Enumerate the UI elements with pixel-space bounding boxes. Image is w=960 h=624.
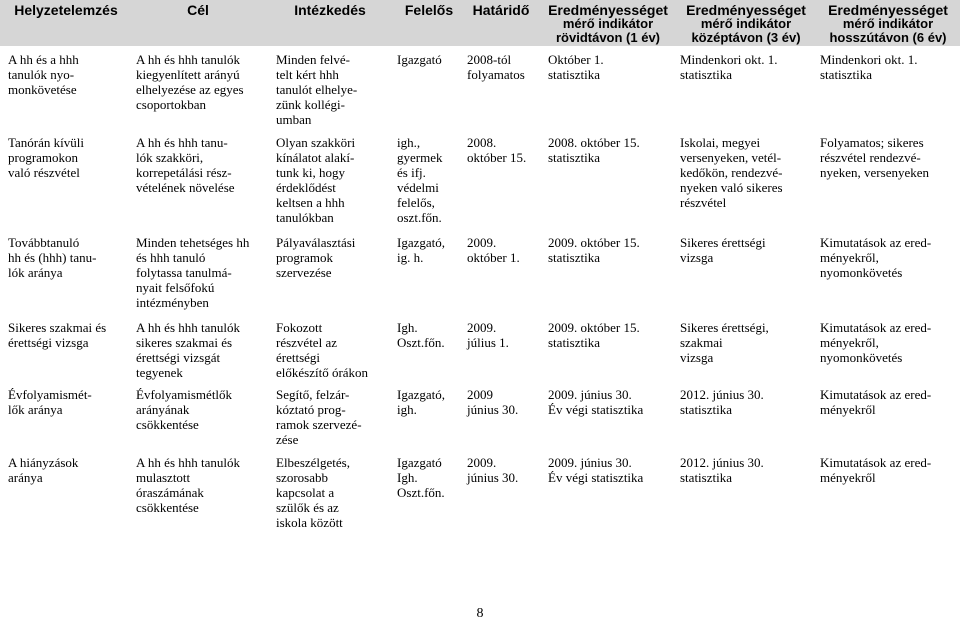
row3-rovidtav: 2009. október 15. statisztika — [548, 235, 640, 265]
row5-cel: Évfolyamismétlők arányának csökkentése — [136, 387, 233, 432]
header-intezkedes: Intézkedés — [294, 2, 366, 18]
header-helyzetelemzes: Helyzetelemzés — [14, 2, 118, 18]
row3-helyzet: Továbbtanuló hh és (hhh) tanu- lók aránya — [8, 235, 97, 280]
header-felelos: Felelős — [404, 2, 454, 18]
page-number: 8 — [476, 606, 484, 621]
row4-helyzet: Sikeres szakmai és érettségi vizsga — [8, 320, 107, 350]
row5-hosszutav: Kimutatások az ered- ményekről — [820, 387, 932, 417]
table-header — [0, 0, 960, 46]
row5-kozeptav: 2012. június 30. statisztika — [680, 387, 764, 417]
row6-intezkedes: Elbeszélgetés, szorosabb kapcsolat a szülők és az iskola között — [276, 455, 350, 530]
row6-kozeptav: 2012. június 30. statisztika — [680, 455, 764, 485]
row4-hatarido: 2009. július 1. — [467, 320, 509, 350]
row1-intezkedes: Minden felvé- telt kért hhh tanulót elhelye- zünk kollégi- umban — [276, 52, 358, 127]
row6-hatarido: 2009. június 30. — [467, 455, 519, 485]
row6-felelos: Igazgató Igh. Oszt.főn. — [397, 455, 445, 500]
row5-rovidtav: 2009. június 30. Év végi statisztika — [548, 387, 644, 417]
row2-cel: A hh és hhh tanu- lók szakköri, korrepetálási rész- vételének növelése — [136, 135, 235, 195]
header-cel: Cél — [187, 2, 209, 18]
row2-kozeptav: Iskolai, megyei versenyeken, vetél- kedőkön, rendezvé- nyeken való sikeres részvétel — [680, 135, 783, 210]
row1-rovidtav: Október 1. statisztika — [548, 52, 604, 82]
header-rovidtav: Eredményességet mérő indikátor rövidtávon (1 év) — [548, 2, 668, 45]
row3-kozeptav: Sikeres érettségi vizsga — [680, 235, 766, 265]
row4-rovidtav: 2009. október 15. statisztika — [548, 320, 640, 350]
row4-kozeptav: Sikeres érettségi, szakmai vizsga — [680, 320, 769, 365]
row5-felelos: Igazgató, igh. — [397, 387, 446, 417]
row1-kozeptav: Mindenkori okt. 1. statisztika — [680, 52, 778, 82]
row1-hatarido: 2008-tól folyamatos — [467, 52, 525, 82]
row6-rovidtav: 2009. június 30. Év végi statisztika — [548, 455, 644, 485]
header-hosszutav: Eredményességet mérő indikátor hosszútávon (6 év) — [828, 2, 948, 45]
row5-hatarido: 2009 június 30. — [467, 387, 519, 417]
row1-helyzet: A hh és a hhh tanulók nyo- monkövetése — [8, 52, 79, 97]
row4-felelos: Igh. Oszt.főn. — [397, 320, 445, 350]
row3-felelos: Igazgató, ig. h. — [397, 235, 446, 265]
row6-hosszutav: Kimutatások az ered- ményekről — [820, 455, 932, 485]
row4-intezkedes: Fokozott részvétel az érettségi előkészítő órákon — [276, 320, 369, 380]
row5-helyzet: Évfolyamismét- lők aránya — [8, 387, 92, 417]
row1-cel: A hh és hhh tanulók kiegyenlített arányú elhelyezése az egyes csoportokban — [136, 52, 244, 112]
row4-cel: A hh és hhh tanulók sikeres szakmai és érettségi vizsgát tegyenek — [136, 320, 240, 380]
row2-rovidtav: 2008. október 15. statisztika — [548, 135, 640, 165]
row1-hosszutav: Mindenkori okt. 1. statisztika — [820, 52, 918, 82]
row2-hosszutav: Folyamatos; sikeres részvétel rendezvé- nyeken, versenyeken — [820, 135, 930, 180]
row5-intezkedes: Segítő, felzár- kóztató prog- ramok szervezé- zése — [276, 387, 362, 447]
row3-hosszutav: Kimutatások az ered- ményekről, nyomonkövetés — [820, 235, 932, 280]
row4-hosszutav: Kimutatások az ered- ményekről, nyomonkövetés — [820, 320, 932, 365]
header-kozeptav: Eredményességet mérő indikátor középtávon (3 év) — [686, 2, 806, 45]
row3-hatarido: 2009. október 1. — [467, 235, 520, 265]
row2-helyzet: Tanórán kívüli programokon való részvétel — [8, 135, 84, 180]
row3-cel: Minden tehetséges hh és hhh tanuló folytassa tanulmá- nyait felsőfokú intézményben — [136, 235, 250, 310]
row2-intezkedes: Olyan szakköri kínálatot alakí- tunk ki, hogy érdeklődést keltsen a hhh tanulókban — [276, 135, 356, 225]
row2-hatarido: 2008. október 15. — [467, 135, 527, 165]
row2-felelos: igh., gyermek és ifj. védelmi felelős, oszt.főn. — [397, 135, 443, 225]
row6-cel: A hh és hhh tanulók mulasztott óraszámának csökkentése — [136, 455, 240, 515]
row3-intezkedes: Pályaválasztási programok szervezése — [276, 235, 356, 280]
header-hatarido: Határidő — [472, 2, 530, 18]
row6-helyzet: A hiányzások aránya — [8, 455, 79, 485]
row1-felelos: Igazgató — [397, 52, 442, 67]
